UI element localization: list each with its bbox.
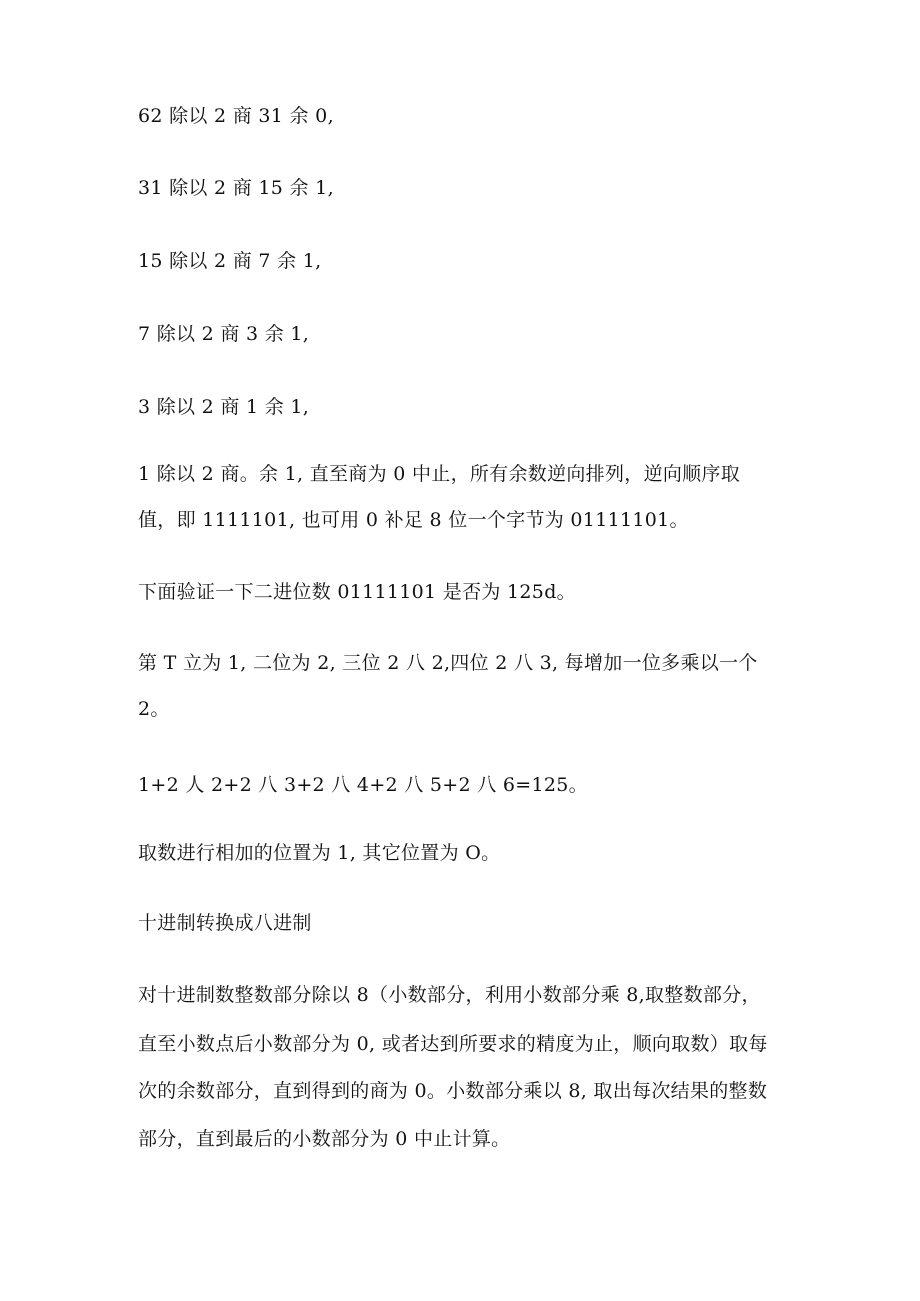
text-line-octal-method-1: 对十进制数整数部分除以 8（小数部分，利用小数部分乘 8,取整数部分， (138, 984, 761, 1006)
text-line-octal-method-2: 直至小数点后小数部分为 0, 或者达到所要求的精度为止，顺向取数）取每 (138, 1033, 768, 1055)
text-line-octal-method-3: 次的余数部分，直到得到的商为 0。小数部分乘以 8, 取出每次结果的整数 (138, 1080, 768, 1102)
text-line-division-15: 15 除以 2 商 7 余 1, (138, 250, 322, 272)
text-line-division-3: 3 除以 2 商 1 余 1, (138, 396, 310, 418)
text-line-binary-result: 值，即 1111101, 也可用 0 补足 8 位一个字节为 01111101。 (138, 509, 689, 531)
text-line-division-31: 31 除以 2 商 15 余 1, (138, 177, 334, 199)
text-line-octal-method-4: 部分，直到最后的小数部分为 0 中止计算。 (138, 1128, 511, 1150)
text-line-place-values: 第 T 立为 1, 二位为 2, 三位 2 八 2,四位 2 八 3, 每增加一位多乘以一个 (138, 652, 758, 674)
text-line-sum-formula: 1+2 人 2+2 八 3+2 八 4+2 八 5+2 八 6=125。 (138, 774, 588, 796)
text-line-verify: 下面验证一下二进位数 01111101 是否为 125d。 (138, 581, 576, 603)
text-line-division-7: 7 除以 2 商 3 余 1, (138, 323, 310, 345)
text-line-division-1: 1 除以 2 商。余 1, 直至商为 0 中止，所有余数逆向排列，逆向顺序取 (138, 463, 741, 485)
text-line-place-values-cont: 2。 (138, 698, 170, 720)
text-line-positions: 取数进行相加的位置为 1, 其它位置为 O。 (138, 842, 501, 864)
text-line-division-62: 62 除以 2 商 31 余 0, (138, 105, 334, 127)
section-heading-decimal-to-octal: 十进制转换成八进制 (138, 912, 312, 934)
